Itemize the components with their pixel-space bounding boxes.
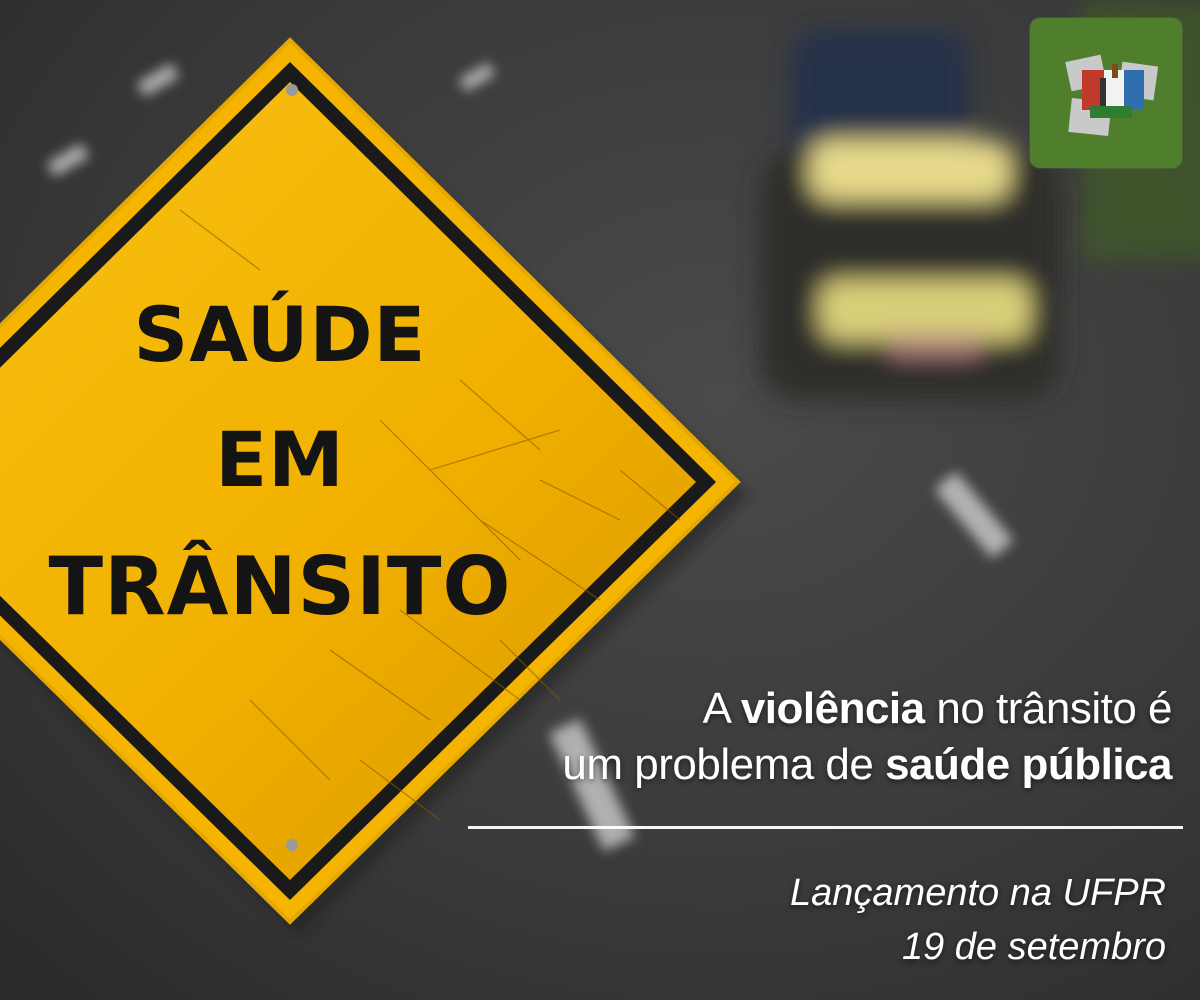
headline-text: A xyxy=(702,684,741,733)
license-plate xyxy=(890,335,980,355)
sign-bolt xyxy=(286,84,298,96)
taxi-roof xyxy=(810,140,1010,200)
institution-logo xyxy=(1030,18,1182,168)
headline-line-2 xyxy=(562,740,1172,790)
logo-icon xyxy=(1030,18,1182,168)
event-title: Lançamento na UFPR xyxy=(790,872,1166,914)
headline-emphasis: saúde pública xyxy=(885,740,1172,789)
sign-line-1: SAÚDE xyxy=(133,290,427,379)
taxi-hood xyxy=(820,280,1030,340)
headline-text: um problema de xyxy=(562,740,886,789)
divider xyxy=(468,826,1183,829)
headline-text: no trânsito é xyxy=(924,684,1172,733)
headline-emphasis: violência xyxy=(740,684,925,733)
sign-line-3: TRÂNSITO xyxy=(48,540,512,633)
headline-line-1 xyxy=(703,684,1172,734)
sign-bolt xyxy=(286,839,298,851)
sign-line-2: EM xyxy=(215,415,345,504)
event-date: 19 de setembro xyxy=(901,926,1166,968)
